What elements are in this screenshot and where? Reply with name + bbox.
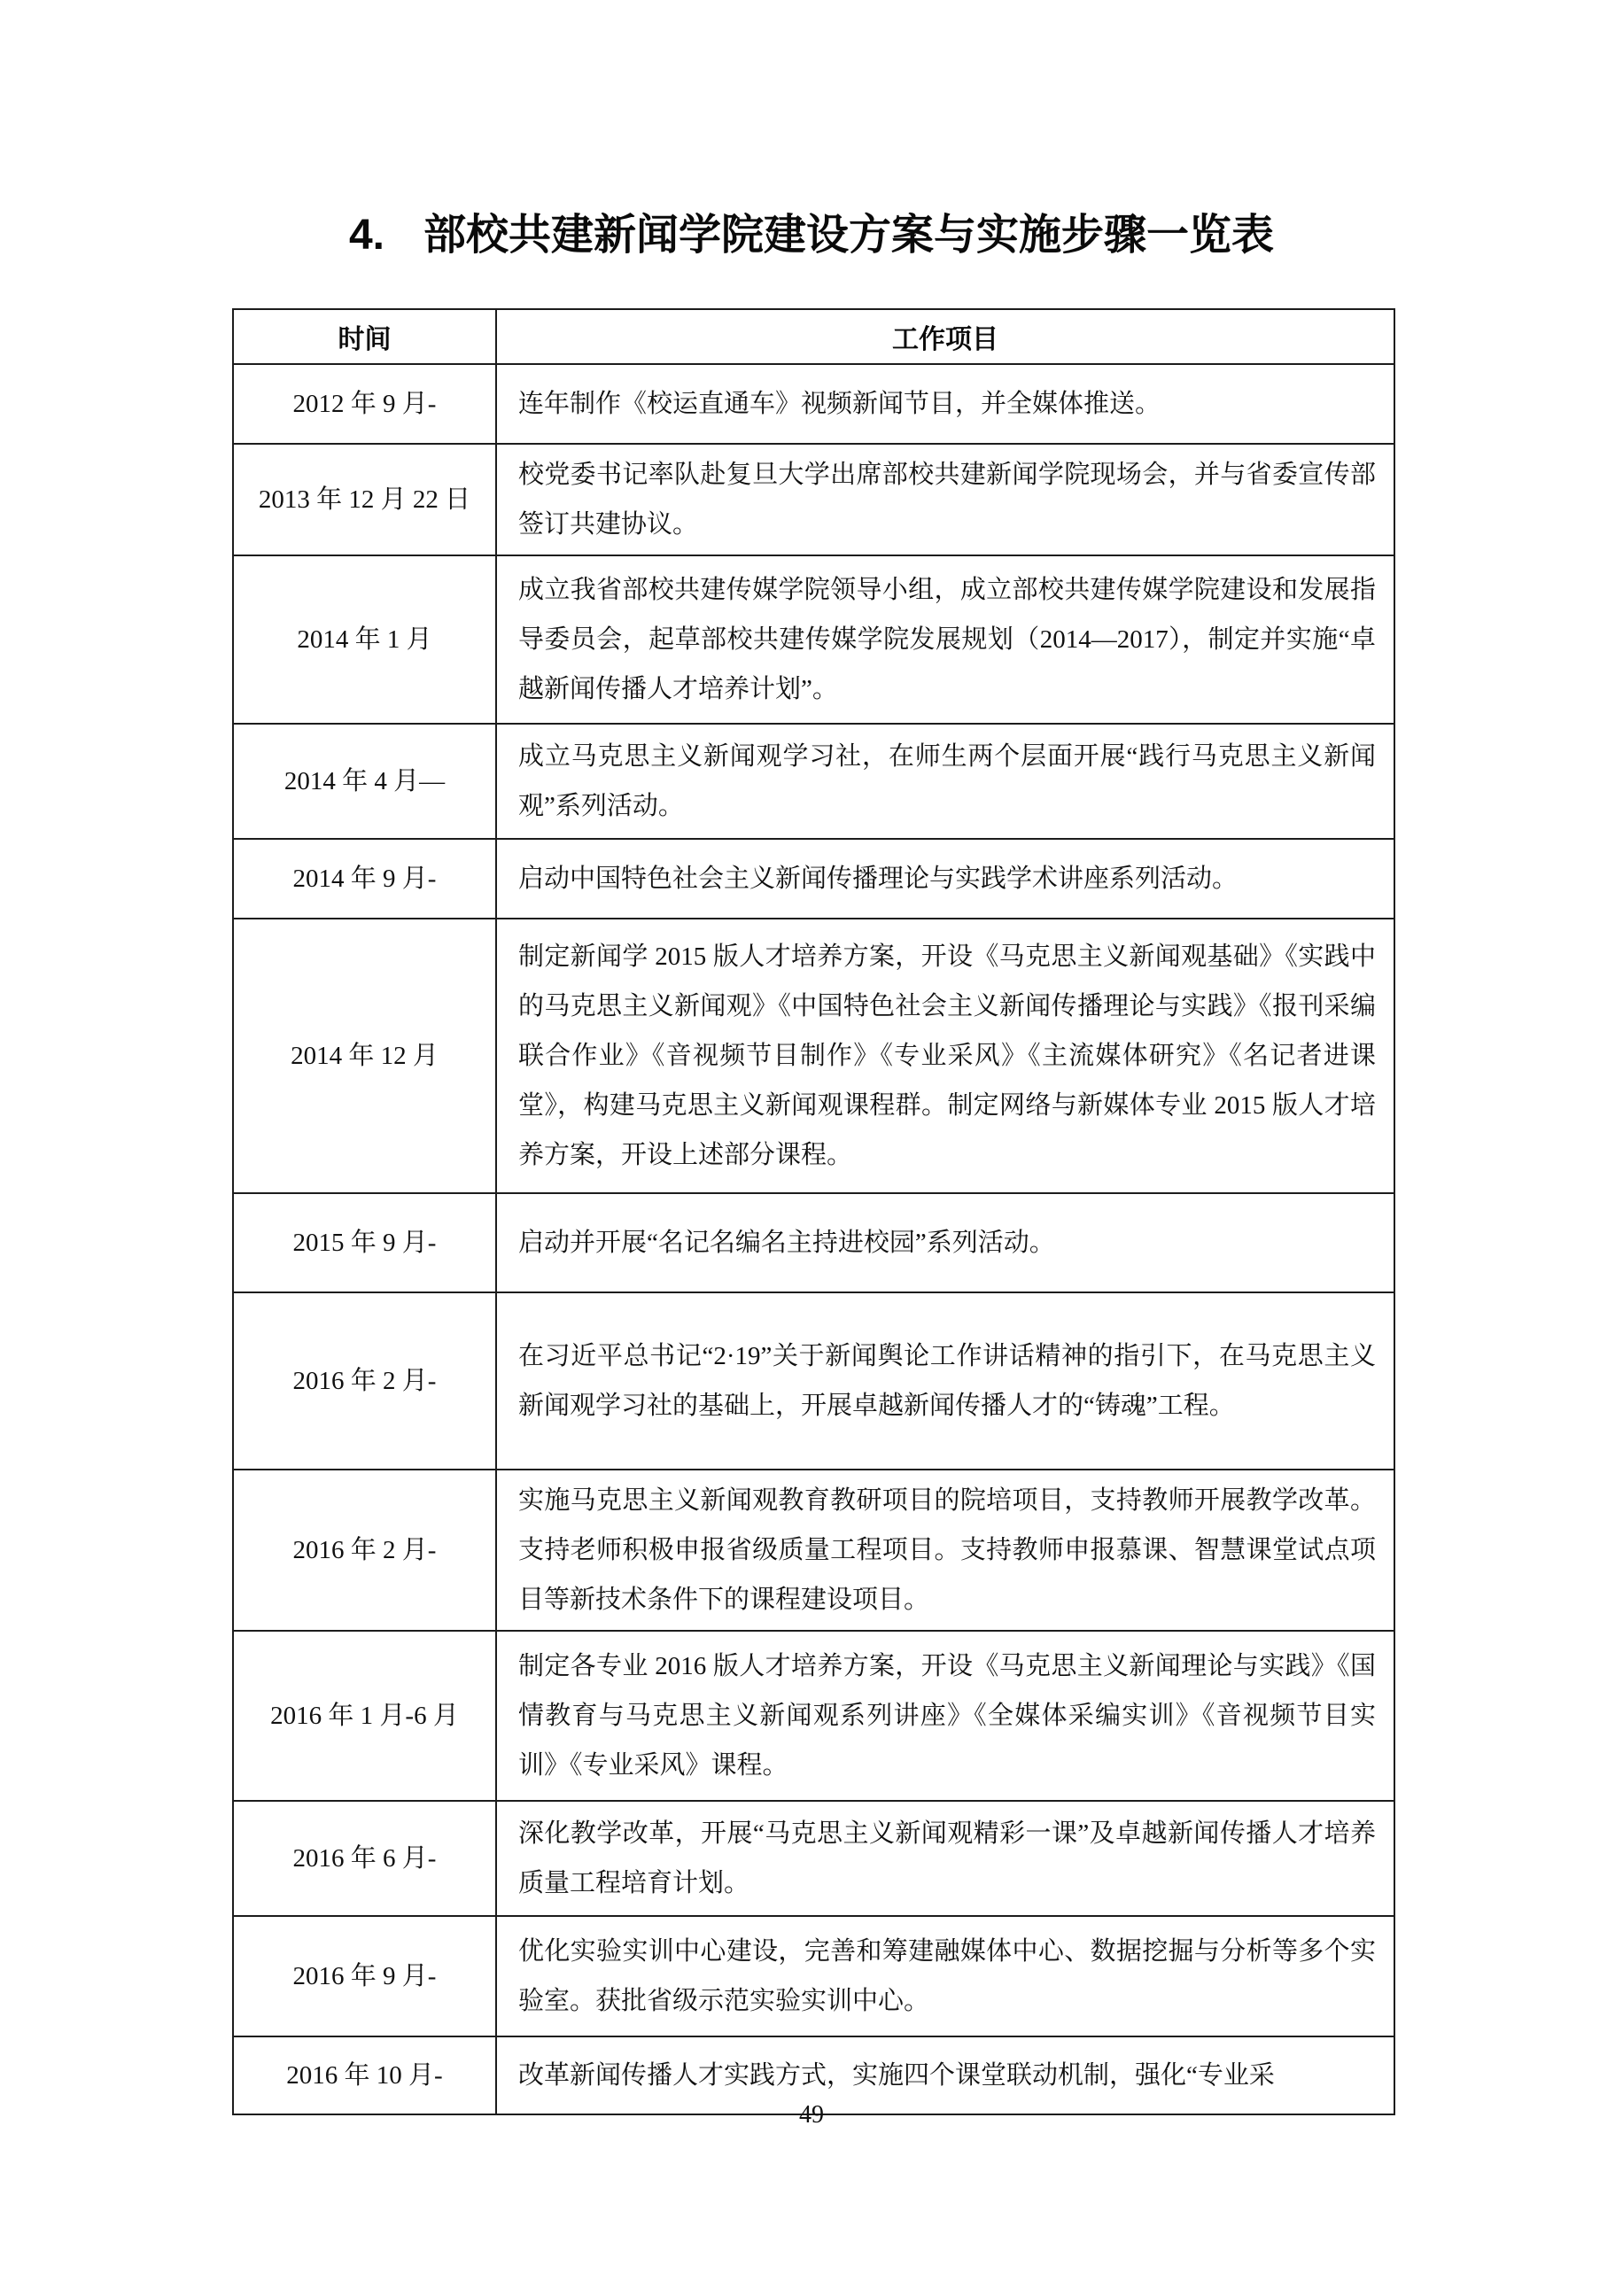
table-row (233, 1470, 1394, 1631)
work-cell: 改革新闻传播人才实践方式，实施四个课堂联动机制，强化“专业采 (496, 2036, 1394, 2114)
page-title (0, 207, 1623, 264)
work-cell: 启动并开展“名记名编名主持进校园”系列活动。 (496, 1193, 1394, 1292)
work-cell: 启动中国特色社会主义新闻传播理论与实践学术讲座系列活动。 (496, 839, 1394, 919)
time-cell: 2016 年 9 月- (233, 1916, 496, 2036)
work-cell: 深化教学改革，开展“马克思主义新闻观精彩一课”及卓越新闻传播人才培养质量工程培育计划。 (496, 1801, 1394, 1916)
col-header-work: 工作项目 (496, 309, 1394, 364)
time-cell: 2016 年 2 月- (233, 1292, 496, 1470)
table-row (233, 1631, 1394, 1801)
time-cell: 2014 年 1 月 (233, 555, 496, 724)
time-cell: 2016 年 1 月-6 月 (233, 1631, 496, 1801)
table-row (233, 364, 1394, 444)
work-cell: 在习近平总书记“2·19”关于新闻舆论工作讲话精神的指引下，在马克思主义新闻观学习社的基础上，开展卓越新闻传播人才的“铸魂”工程。 (496, 1292, 1394, 1470)
table-row (233, 919, 1394, 1193)
work-cell: 成立马克思主义新闻观学习社，在师生两个层面开展“践行马克思主义新闻观”系列活动。 (496, 724, 1394, 839)
time-cell: 2014 年 12 月 (233, 919, 496, 1193)
work-cell: 制定新闻学 2015 版人才培养方案，开设《马克思主义新闻观基础》《实践中的马克思主义新闻观》《中国特色社会主义新闻传播理论与实践》《报刊采编联合作业》《音视频节目制作》《专业采风》《主流媒体研究》《名记者进课堂》，构建马克思主义新闻观课程群。制定网络与新媒体专业 2015 版人才培养方案，开设上述部分课程。 (496, 919, 1394, 1193)
table-row (233, 444, 1394, 555)
work-cell: 实施马克思主义新闻观教育教研项目的院培项目，支持教师开展教学改革。支持老师积极申报省级质量工程项目。支持教师申报慕课、智慧课堂试点项目等新技术条件下的课程建设项目。 (496, 1470, 1394, 1631)
work-cell: 优化实验实训中心建设，完善和筹建融媒体中心、数据挖掘与分析等多个实验室。获批省级示范实验实训中心。 (496, 1916, 1394, 2036)
time-cell: 2015 年 9 月- (233, 1193, 496, 1292)
col-header-time: 时间 (233, 309, 496, 364)
time-cell: 2016 年 6 月- (233, 1801, 496, 1916)
schedule-table (232, 308, 1395, 2115)
table-row (233, 724, 1394, 839)
title-text: 部校共建新闻学院建设方案与实施步骤一览表 (423, 212, 1275, 259)
table-row (233, 1193, 1394, 1292)
table-header-row (233, 309, 1394, 364)
work-cell: 制定各专业 2016 版人才培养方案，开设《马克思主义新闻理论与实践》《国情教育与马克思主义新闻观系列讲座》《全媒体采编实训》《音视频节目实训》《专业采风》课程。 (496, 1631, 1394, 1801)
table-row (233, 1292, 1394, 1470)
page-number: 49 (799, 2101, 824, 2129)
table-row (233, 839, 1394, 919)
time-cell: 2014 年 9 月- (233, 839, 496, 919)
work-cell: 校党委书记率队赴复旦大学出席部校共建新闻学院现场会，并与省委宣传部签订共建协议。 (496, 444, 1394, 555)
work-cell: 连年制作《校运直通车》视频新闻节目，并全媒体推送。 (496, 364, 1394, 444)
time-cell: 2012 年 9 月- (233, 364, 496, 444)
time-cell: 2014 年 4 月— (233, 724, 496, 839)
time-cell: 2013 年 12 月 22 日 (233, 444, 496, 555)
table-row (233, 555, 1394, 724)
work-cell: 成立我省部校共建传媒学院领导小组，成立部校共建传媒学院建设和发展指导委员会，起草部校共建传媒学院发展规划（2014—2017），制定并实施“卓越新闻传播人才培养计划”。 (496, 555, 1394, 724)
table-row (233, 1801, 1394, 1916)
title-number: 4. (348, 212, 384, 259)
table-row (233, 1916, 1394, 2036)
time-cell: 2016 年 10 月- (233, 2036, 496, 2114)
time-cell: 2016 年 2 月- (233, 1470, 496, 1631)
